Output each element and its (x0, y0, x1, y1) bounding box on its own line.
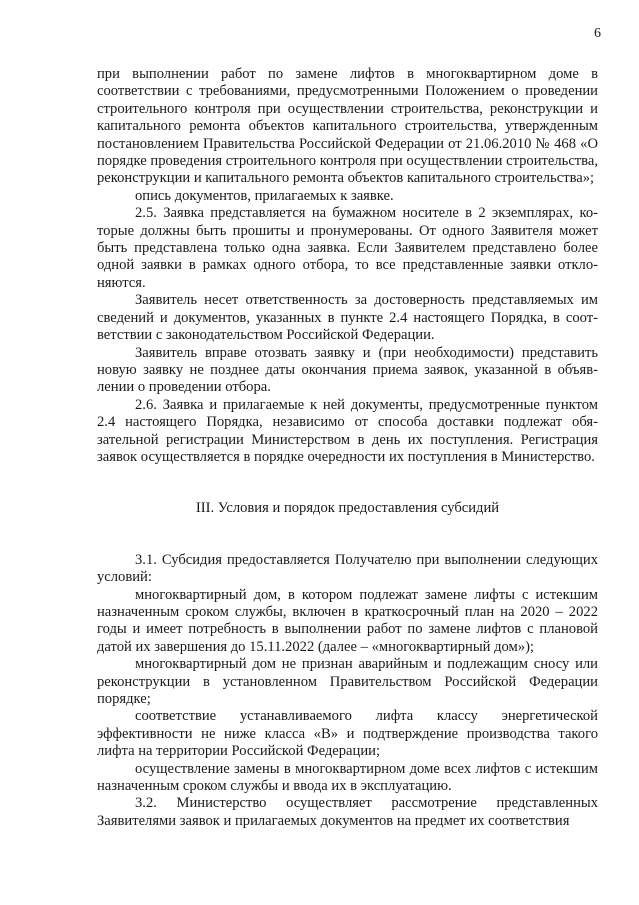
document-body (97, 66, 598, 830)
spacer (97, 466, 598, 483)
paragraph: Заявитель вправе отозвать заявку и (при необходимости) представить новую заявку не позднее даты окончания приема заявок, указанной в объявлении о проведении отбора. (97, 344, 598, 396)
page-number: 6 (594, 26, 601, 41)
paragraph: осуществление замены в многоквартирном доме всех лифтов с истекшим назначенным сроком службы и ввода их в эксплуатацию. (97, 760, 598, 795)
paragraph: 3.2. Министерство осуществляет рассмотрение представленных Заявителями заявок и прилагаемых документов на предмет их соответствия (97, 795, 598, 829)
spacer (97, 535, 598, 552)
paragraph: опись документов, прилагаемых к заявке. (135, 187, 394, 204)
paragraph: 2.5. Заявка представляется на бумажном носителе в 2 экземплярах, которые должны быть прошиты и пронумерованы. От одного Заявителя может быть представлена только одна заявка. Если Заявителем представлено более одной заявки в рамках одного отбора, то все представленные заявки отклоняются. (97, 205, 598, 291)
paragraph: 3.1. Субсидия предоставляется Получателю при выполнении следующих условий: (97, 551, 598, 586)
section-heading: III. Условия и порядок предоставления субсидий (195, 500, 500, 517)
spacer (97, 518, 598, 535)
paragraph: при выполнении работ по замене лифтов в многоквартирном доме в соответствии с требованиями, предусмотренными Положением о проведении строительного контроля при осуществлении строительства, реконструкции и капитального ремонта объектов капитального строительства, утвержденным постановлением Правительства Российской Федерации от 21.06.2010 № 468 «О порядке проведения строительного контроля при осуществлении строительства, реконструкции и капитального ремонта объектов капитального строительства»; (97, 66, 598, 187)
paragraph: многоквартирный дом не признан аварийным и подлежащим сносу или реконструкции в установленном Правительством Российской Федерации порядке; (97, 656, 598, 707)
paragraph: 2.6. Заявка и прилагаемые к ней документы, предусмотренные пунктом 2.4 настоящего Порядка, независимо от способа доставки подлежат обязательной регистрации Министерством в день их поступления. Регистрация заявок осуществляется в порядке очередности их поступления в Министерство. (97, 396, 598, 465)
paragraphs-top (97, 66, 598, 466)
paragraph: Заявитель несет ответственность за достоверность представляемых им сведений и документов, указанных в пункте 2.4 настоящего Порядка, в соответствии с законодательством Российской Федерации. (97, 292, 598, 344)
paragraphs-bottom (97, 552, 598, 831)
paragraph: соответствие устанавливаемого лифта классу энергетической эффективности не ниже класса «В» и подтверждение производства такого лифта на территории Российской Федерации; (97, 708, 598, 760)
spacer (97, 483, 598, 500)
paragraph: многоквартирный дом, в котором подлежат замене лифты с истекшим назначенным сроком службы, включен в краткосрочный план на 2020 – 2022 годы и имеет потребность в выполнении работ по замене лифтов с плановой датой их завершения до 15.11.2022 (далее – «многоквартирный дом»); (97, 586, 598, 655)
